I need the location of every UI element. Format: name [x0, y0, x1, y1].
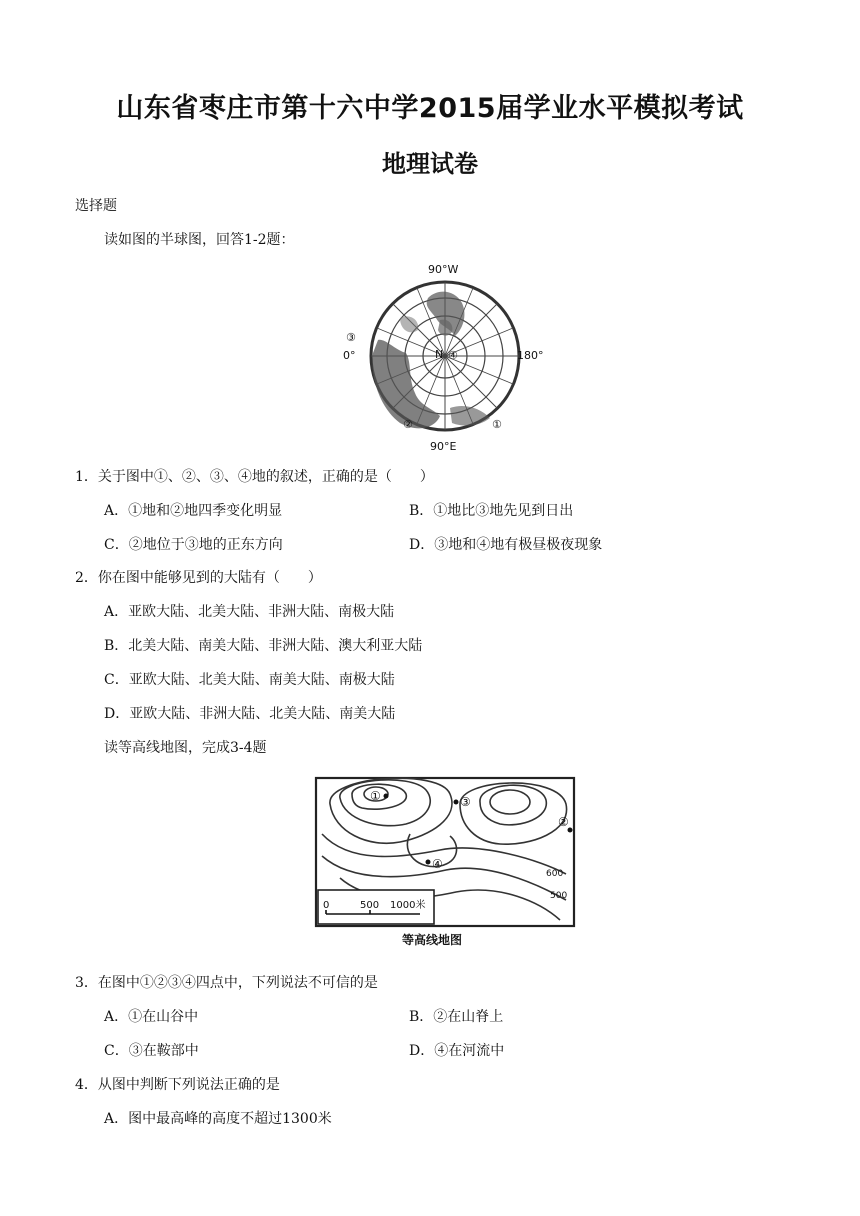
marker-2: ② — [403, 418, 413, 431]
page-subtitle: 地理试卷 — [382, 150, 478, 178]
q3-option-c: C．③在鞍部中 — [104, 1043, 199, 1059]
contour-label-500: 500 — [550, 891, 568, 901]
q3-option-b: B．②在山脊上 — [409, 1009, 504, 1025]
contour-label-600: 600 — [546, 869, 564, 879]
landmass-asia-north — [450, 406, 490, 426]
q4-stem: 4．从图中判断下列说法正确的是 — [75, 1077, 280, 1093]
section-heading: 选择题 — [75, 198, 117, 214]
intro-q1-2: 读如图的半球图，回答1-2题： — [104, 232, 295, 248]
q1-option-a: A．①地和②地四季变化明显 — [104, 503, 283, 519]
q1-option-c: C．②地位于③地的正东方向 — [104, 537, 283, 553]
hemisphere-map — [340, 258, 550, 453]
contour-marker-1: ① — [370, 789, 381, 803]
label-90w: 90°W — [428, 263, 459, 276]
contour-marker-2: ② — [558, 815, 569, 829]
marker-3: ③ — [346, 331, 356, 344]
scale-500: 500 — [360, 900, 380, 911]
intro-q3-4: 读等高线地图，完成3-4题 — [104, 740, 267, 756]
contour-map — [310, 774, 580, 949]
q2-option-d: D．亚欧大陆、非洲大陆、北美大陆、南美大陆 — [104, 706, 396, 722]
landmass-eurasia-africa — [372, 340, 440, 429]
q2-option-c: C．亚欧大陆、北美大陆、南美大陆、南极大陆 — [104, 672, 395, 688]
contour-marker-3: ③ — [460, 795, 471, 809]
q1-option-b: B．①地比③地先见到日出 — [409, 503, 574, 519]
marker-4: ④ — [448, 349, 458, 362]
contour-marker-4: ④ — [432, 857, 443, 871]
scale-1000: 1000米 — [390, 900, 426, 911]
q3-option-a: A．①在山谷中 — [104, 1009, 199, 1025]
label-180deg: 180° — [517, 349, 544, 362]
q2-option-a: A．亚欧大陆、北美大陆、非洲大陆、南极大陆 — [104, 604, 395, 620]
label-0deg: 0° — [343, 349, 356, 362]
contour-caption: 等高线地图 — [402, 933, 463, 947]
page-title: 山东省枣庄市第十六中学2015届学业水平模拟考试 — [116, 93, 744, 124]
q3-stem: 3．在图中①②③④四点中，下列说法不可信的是 — [75, 975, 378, 991]
scale-0: 0 — [323, 900, 330, 911]
q2-stem: 2．你在图中能够见到的大陆有（ ） — [75, 570, 322, 586]
q1-stem: 1．关于图中①、②、③、④地的叙述，正确的是（ ） — [75, 469, 434, 485]
q3-option-d: D．④在河流中 — [409, 1043, 505, 1059]
q4-option-a: A．图中最高峰的高度不超过1300米 — [104, 1111, 332, 1127]
label-90e: 90°E — [430, 440, 457, 453]
north-pole-label: N — [435, 348, 444, 361]
marker-1: ① — [492, 418, 502, 431]
q2-option-b: B．北美大陆、南美大陆、非洲大陆、澳大利亚大陆 — [104, 638, 423, 654]
q1-option-d: D．③地和④地有极昼极夜现象 — [409, 537, 603, 553]
